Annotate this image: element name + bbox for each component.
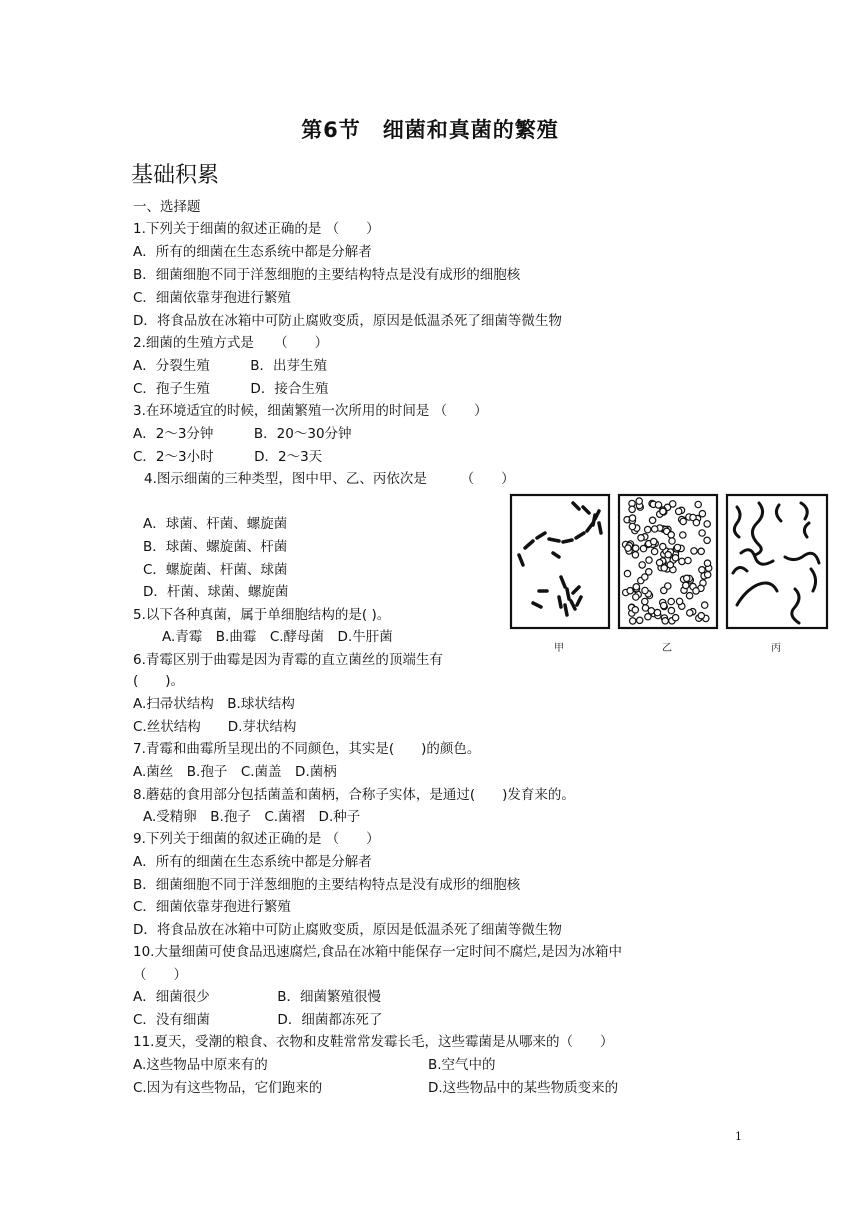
text-line: A.受精卵 B.孢子 C.菌褶 D.种子 (143, 809, 361, 825)
panel-jia (511, 495, 609, 628)
text-line: A．所有的细菌在生态系统中都是分解者 (133, 244, 372, 260)
text-line: 2.细菌的生殖方式是 （ ） (133, 335, 329, 351)
text-line: C．孢子生殖 D．接合生殖 (133, 381, 329, 397)
text-line: C.因为有这些物品，它们跑来的 (133, 1080, 323, 1096)
text-line: B．细菌细胞不同于洋葱细胞的主要结构特点是没有成形的细胞核 (133, 877, 521, 893)
text-line: A．所有的细菌在生态系统中都是分解者 (133, 854, 372, 870)
text-line: 11.夏天，受潮的粮食、衣物和皮鞋常常发霉长毛，这些霉菌是从哪来的（ ） (133, 1034, 614, 1050)
text-line: （ ） (133, 967, 187, 983)
text-line: A.菌丝 B.孢子 C.菌盖 D.菌柄 (133, 764, 337, 780)
page-number: 1 (735, 1130, 742, 1143)
text-line: 9.下列关于细菌的叙述正确的是 （ ） (133, 831, 380, 847)
panel-bing (727, 495, 827, 628)
text-line: B．细菌细胞不同于洋葱细胞的主要结构特点是没有成形的细胞核 (133, 267, 521, 283)
text-line: A.扫帚状结构 B.球状结构 (133, 696, 295, 712)
text-line: B．球菌、螺旋菌、杆菌 (143, 539, 288, 555)
text-line: D．杆菌、球菌、螺旋菌 (143, 584, 289, 600)
text-line: B.空气中的 (428, 1057, 496, 1073)
figure-label-bing: 丙 (771, 643, 781, 654)
text-line: D．将食品放在冰箱中可防止腐败变质，原因是低温杀死了细菌等微生物 (133, 313, 562, 329)
text-line: C．没有细菌 D．细菌都冻死了 (133, 1012, 383, 1028)
text-line: 1.下列关于细菌的叙述正确的是 （ ） (133, 221, 380, 237)
text-line: A．球菌、杆菌、螺旋菌 (143, 516, 288, 532)
text-line: C.丝状结构 D.芽状结构 (133, 719, 297, 735)
text-line: 3.在环境适宜的时候，细菌繁殖一次所用的时间是 （ ） (133, 403, 488, 419)
text-line: 8.蘑菇的食用部分包括菌盖和菌柄，合称子实体，是通过( )发育来的。 (133, 787, 575, 803)
text-line: 一、选择题 (133, 199, 201, 215)
bacteria-figure (509, 493, 831, 655)
text-line: C．2～3小时 D．2～3天 (133, 449, 323, 465)
section-heading: 基础积累 (131, 163, 220, 188)
text-line: A.这些物品中原来有的 (133, 1057, 268, 1073)
figure-label-yi: 乙 (662, 643, 672, 654)
text-line: A.青霉 B.曲霉 C.酵母菌 D.牛肝菌 (162, 629, 393, 645)
text-line: 5.以下各种真菌，属于单细胞结构的是( )。 (133, 607, 391, 623)
text-line: D.这些物品中的某些物质变来的 (428, 1080, 619, 1096)
text-line: D．将食品放在冰箱中可防止腐败变质，原因是低温杀死了细菌等微生物 (133, 922, 562, 938)
figure-label-jia: 甲 (554, 643, 564, 654)
text-line: 4.图示细菌的三种类型，图中甲、乙、丙依次是 （ ） (144, 471, 515, 487)
page-title: 第6节 细菌和真菌的繁殖 (301, 118, 559, 142)
text-line: 7.青霉和曲霉所呈现出的不同颜色，其实是( )的颜色。 (133, 741, 481, 757)
text-line: 6.青霉区别于曲霉是因为青霉的直立菌丝的顶端生有 (133, 652, 443, 668)
text-line: A．分裂生殖 B．出芽生殖 (133, 358, 327, 374)
text-line: A．2～3分钟 B．20～30分钟 (133, 426, 352, 442)
text-line: 10.大量细菌可使食品迅速腐烂,食品在冰箱中能保存一定时间不腐烂,是因为冰箱中 (133, 944, 623, 960)
text-line: C．细菌依靠芽孢进行繁殖 (133, 899, 291, 915)
text-line: A．细菌很少 B．细菌繁殖很慢 (133, 989, 381, 1005)
text-line: ( )。 (133, 673, 185, 689)
panel-yi (619, 495, 717, 628)
text-line: C．螺旋菌、杆菌、球菌 (143, 562, 288, 578)
text-line: C．细菌依靠芽孢进行繁殖 (133, 290, 291, 306)
